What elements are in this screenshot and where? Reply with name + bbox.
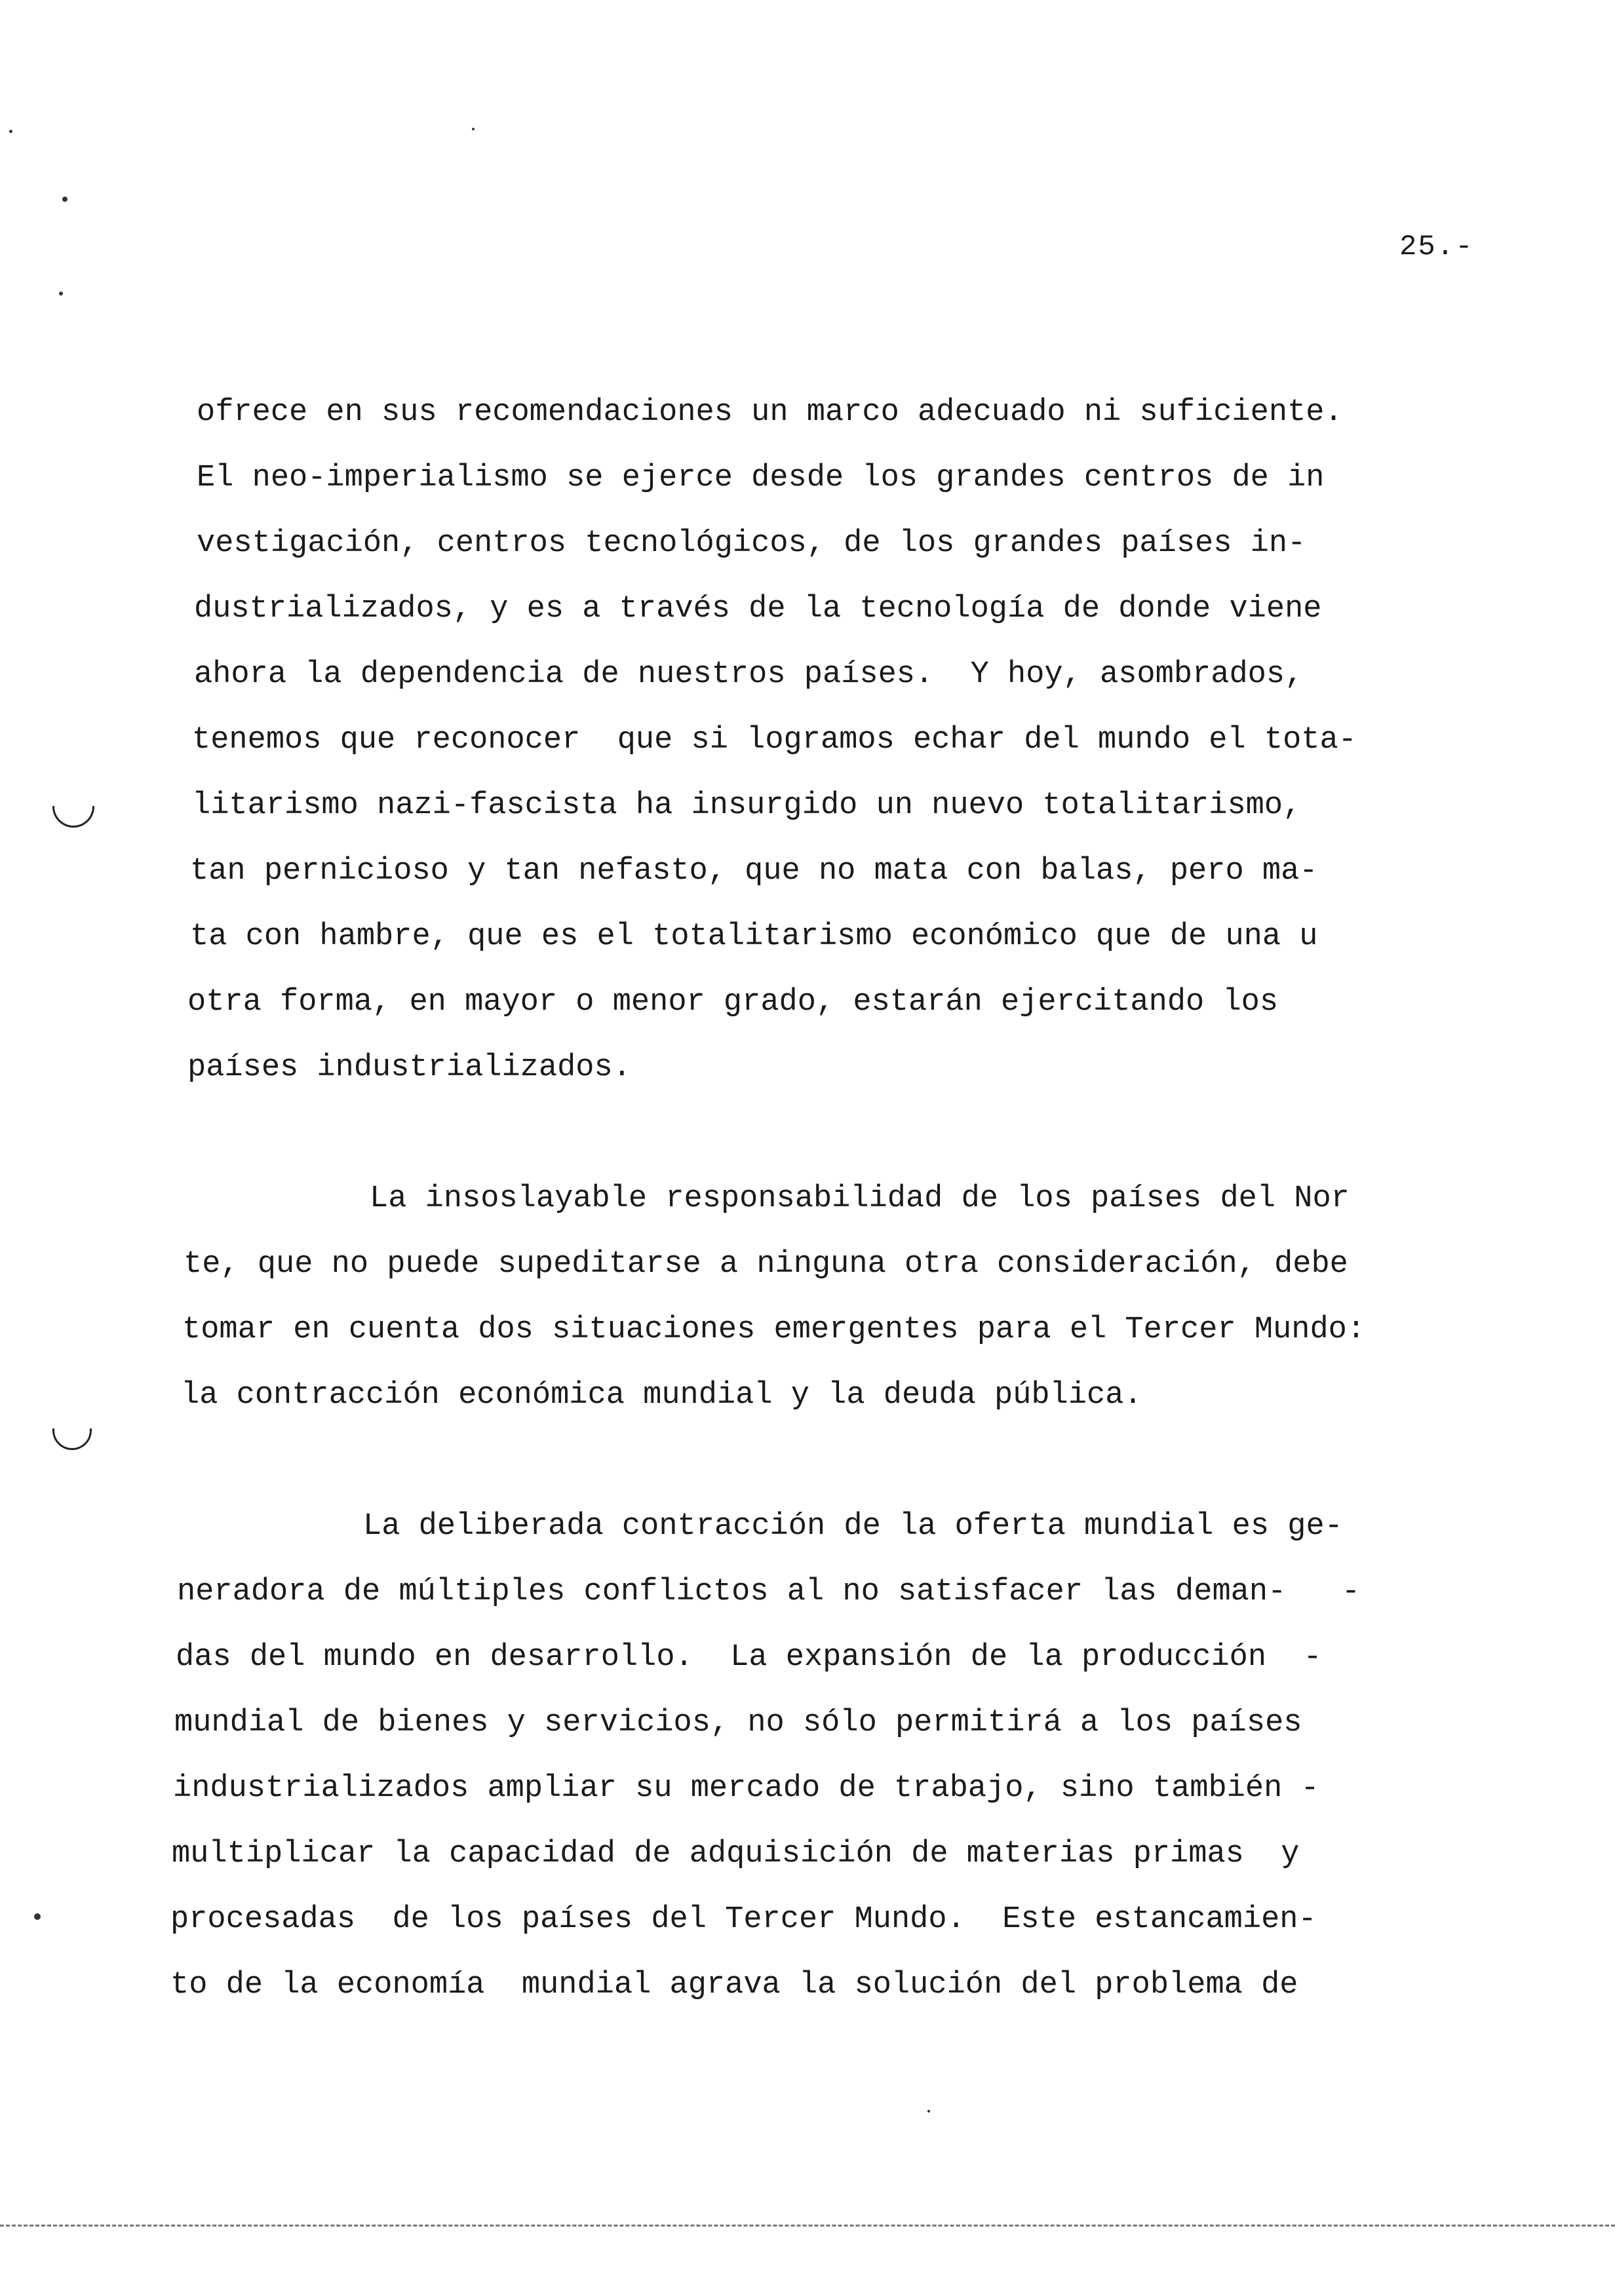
text-line: El neo-imperialismo se ejerce desde los grandes centros de in: [197, 461, 1325, 495]
text-line: La insoslayable responsabilidad de los países del Nor: [185, 1181, 1350, 1216]
text-line: mundial de bienes y servicios, no sólo permitirá a los países: [174, 1706, 1302, 1740]
text-line: países industrializados.: [187, 1050, 631, 1085]
scan-speck: [59, 292, 63, 296]
text-line: tomar en cuenta dos situaciones emergentes para el Tercer Mundo:: [182, 1312, 1366, 1347]
text-line: litarismo nazi-fascista ha insurgido un nuevo totalitarismo,: [192, 788, 1302, 823]
scan-speck: [34, 1913, 41, 1920]
text-line: to de la economía mundial agrava la solución del problema de: [170, 1968, 1298, 2002]
scan-speck: [927, 2110, 930, 2113]
text-line: La deliberada contracción de la oferta mundial es ge-: [178, 1509, 1343, 1544]
text-line: procesadas de los países del Tercer Mundo. Este estancamien-: [170, 1902, 1317, 1937]
text-line: multiplicar la capacidad de adquisición de materias primas y: [172, 1837, 1300, 1871]
margin-mark: [52, 1428, 92, 1450]
text-line: tenemos que reconocer que si logramos echar del mundo el tota-: [192, 723, 1357, 757]
text-line: ta con hambre, que es el totalitarismo económico que de una u: [190, 919, 1318, 954]
page-bottom-edge: [0, 2225, 1615, 2230]
text-line: industrializados ampliar su mercado de trabajo, sino también -: [173, 1771, 1319, 1806]
text-line: ofrece en sus recomendaciones un marco adecuado ni suficiente.: [197, 395, 1343, 430]
text-line: neradora de múltiples conflictos al no satisfacer las deman- -: [177, 1575, 1361, 1609]
text-line: vestigación, centros tecnológicos, de los grandes países in-: [197, 526, 1306, 561]
page-number: 25.-: [1399, 231, 1474, 263]
scan-speck: [62, 197, 68, 202]
scan-speck: [472, 128, 475, 130]
text-line: te, que no puede supeditarse a ninguna otra consideración, debe: [184, 1247, 1348, 1282]
text-line: das del mundo en desarrollo. La expansión de la producción -: [176, 1640, 1322, 1675]
text-line: tan pernicioso y tan nefasto, que no mata con balas, pero ma-: [190, 854, 1318, 889]
text-line: otra forma, en mayor o menor grado, estarán ejercitando los: [187, 985, 1279, 1020]
text-line: dustrializados, y es a través de la tecnología de donde viene: [194, 592, 1322, 626]
scan-speck: [9, 130, 12, 133]
text-line: la contracción económica mundial y la deuda pública.: [181, 1378, 1142, 1413]
text-line: ahora la dependencia de nuestros países. Y hoy, asombrados,: [194, 657, 1304, 692]
margin-mark: [52, 806, 94, 828]
